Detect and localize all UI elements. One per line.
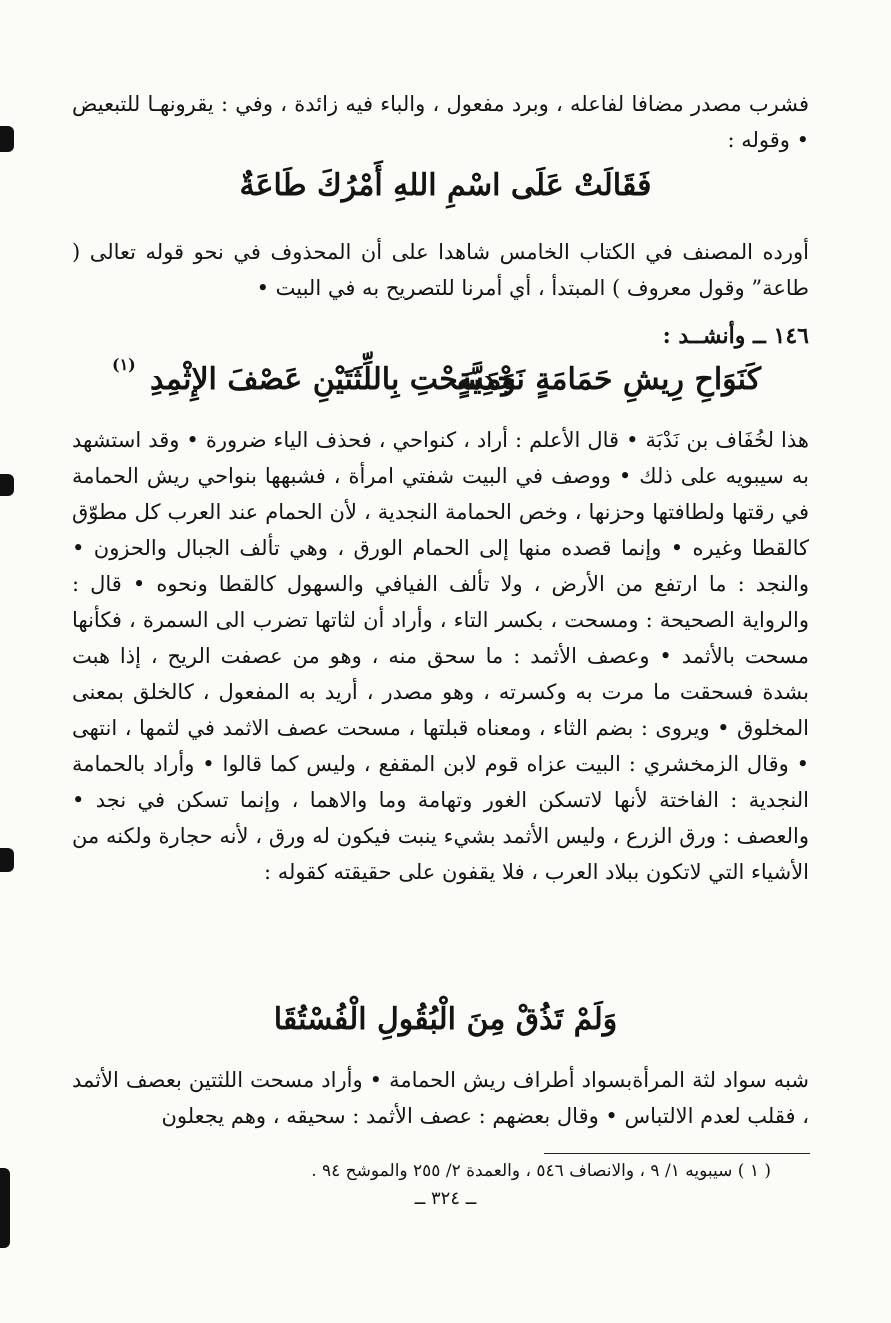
verse-quotation-1: فَقَالَتْ عَلَى اسْمِ اللهِ أَمْرُكَ طَاعَةٌ <box>239 168 652 203</box>
paragraph-closing: شبه سواد لثة المرأةبسواد أطراف ريش الحمامة • وأراد مسحت اللثتين بعصف الأثمد ، فقلب لعدم الالتباس • وقال بعضهم : عصف الأثمد : سحيقه ، وهم يجعلون <box>72 1068 809 1128</box>
footnote-text: ( ١ ) سيبويه ١/ ٩ ، والانصاف ٥٤٦ ، والعمدة ٢/ ٢٥٥ والموشح ٩٤ . <box>311 1161 771 1181</box>
page-number: ــ ٣٢٤ ــ <box>414 1188 477 1209</box>
binding-mark-lower <box>0 848 14 872</box>
binding-mark-bottom <box>0 1168 10 1248</box>
verse-quotation-2: وَلَمْ تَذُقْ مِنَ الْبُقُولِ الْفُسْتُقَا <box>273 1002 618 1037</box>
footnote-reference: (١) <box>112 355 136 374</box>
paragraph-commentary-1: أورده المصنف في الكتاب الخامس شاهدا على أن المحذوف في نحو قوله تعالى ( طاعة” وقول معروف ) المبتدأ ، أي أمرنا للتصريح به في البيت • <box>72 240 809 300</box>
poem-number-heading: ١٤٦ ــ وأنشــد : <box>662 323 809 349</box>
verse-second-hemistich: وَمَسَحْتِ بِاللِّثَتَيْنِ عَصْفَ الإِثْمِدِ <box>150 362 516 397</box>
binding-mark-middle <box>0 474 14 496</box>
binding-mark-top <box>0 126 14 152</box>
paragraph-main-commentary: هذا لخُفَاف بن نَدْبَة • قال الأعلم : أراد ، كنواحي ، فحذف الياء ضرورة • وقد استشهد به سيبويه على ذلك • ووصف في البيت شفتي امرأة ، فشبهها بنواحي ريش الحمامة في رقتها ولطافتها وحزنها ، وخص الحمامة النجدية ، لأن الحمام عند العرب كل مطوّق كالقطا وغيره • وإنما قصده منها إلى الحمام الورق ، وهي تألف الجبال والحزون • والنجد : ما ارتفع من الأرض ، ولا تألف الفيافي والسهول كالقطا ونحوه • قال : والرواية الصحيحة : ومسحت ، بكسر التاء ، وأراد أن لثاتها تضرب الى السمرة ، فكأنها مسحت بالأثمد • وعصف الأثمد : ما سحق منه ، وهو من عصفت الريح ، إذا هبت بشدة فسحقت ما مرت به وكسرته ، وهو مصدر ، أريد به المفعول ، كالخلق بمعنى المخلوق • ويروى : بضم الثاء ، ومعناه قبلتها ، مسحت عصف الاثمد في لثمها ، انتهى • وقال الزمخشري : البيت عزاه قوم لابن المقفع ، وليس كما قالوا • وأراد بالحمامة النجدية : الفاختة لأنها لاتسكن الغور وتهامة وما والاهما ، وإنما تسكن في نجد • والعصف : ورق الزرع ، وليس الأثمد بشيء ينبت فيكون له ورق ، لأنه حجارة ولكنه من الأشياء التي لاتكون ببلاد العرب ، فلا يقفون على حقيقته كقوله : <box>72 428 809 884</box>
footnote-divider <box>544 1153 810 1154</box>
paragraph-intro: فشرب مصدر مضافا لفاعله ، وبرد مفعول ، والباء فيه زائدة ، وفي : يقرونهـا للتبعيض • وقوله : <box>72 92 809 152</box>
verse-first-hemistich: كَنَوَاحِ رِيشِ حَمَامَةٍ نَجْدِيَّةٍ <box>456 362 761 397</box>
